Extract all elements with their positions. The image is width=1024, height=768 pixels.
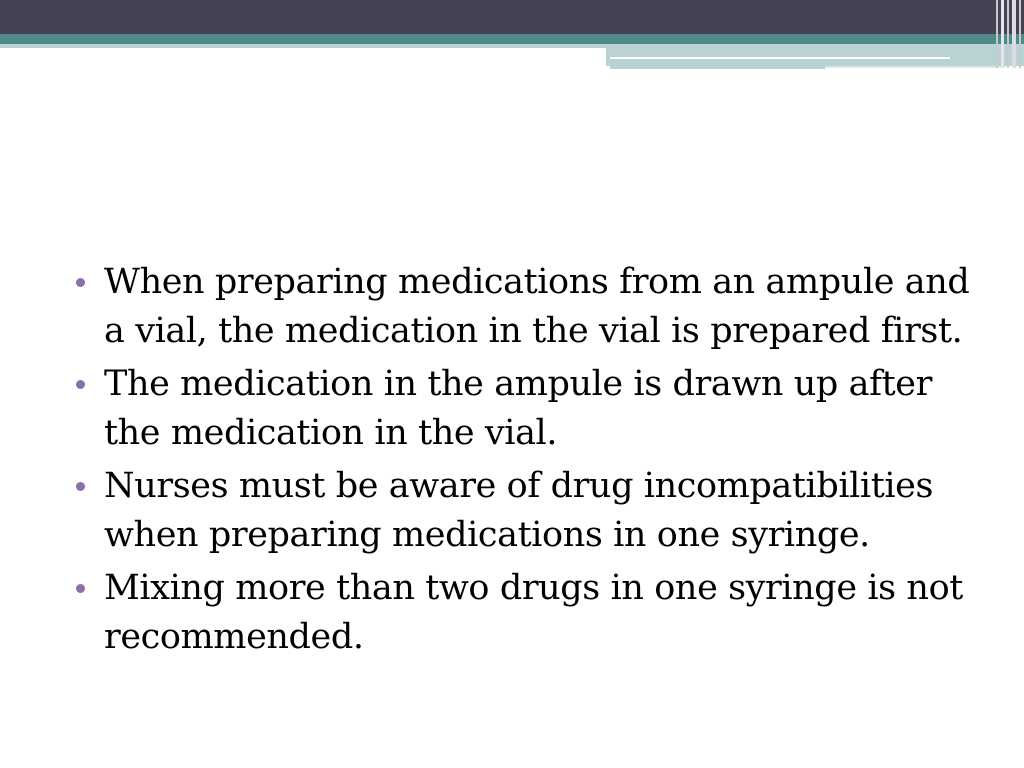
bullet-text: The medication in the ampule is drawn up after the medication in the vial. [104, 364, 932, 453]
header-accent-line [610, 66, 825, 69]
header-accent-line [825, 66, 1005, 68]
bullet-dot-icon [76, 482, 85, 491]
bullet-dot-icon [76, 584, 85, 593]
header-dark-band [0, 0, 1024, 34]
header-vertical-stripe [1001, 0, 1004, 68]
header-teal-band [0, 34, 1024, 44]
bullet-list [76, 258, 976, 662]
bullet-item [76, 360, 976, 458]
header-step-band [606, 44, 1024, 66]
header-vertical-stripe [996, 0, 998, 68]
header-vertical-stripe [1019, 0, 1021, 68]
bullet-text: Mixing more than two drugs in one syringe is not recommended. [104, 568, 963, 657]
bullet-text: Nurses must be aware of drug incompatibilities when preparing medications in one syringe. [104, 466, 934, 555]
bullet-item [76, 462, 976, 560]
bullet-dot-icon [76, 278, 85, 287]
slide-content [76, 258, 976, 666]
bullet-item [76, 258, 976, 356]
header-light-band [0, 44, 606, 48]
bullet-text: When preparing medications from an ampule and a vial, the medication in the vial is prepared first. [104, 262, 970, 351]
bullet-item [76, 564, 976, 662]
header-vertical-stripe [1007, 0, 1009, 68]
header-vertical-stripe [1012, 0, 1016, 68]
header-divider-line [610, 57, 950, 59]
bullet-dot-icon [76, 380, 85, 389]
